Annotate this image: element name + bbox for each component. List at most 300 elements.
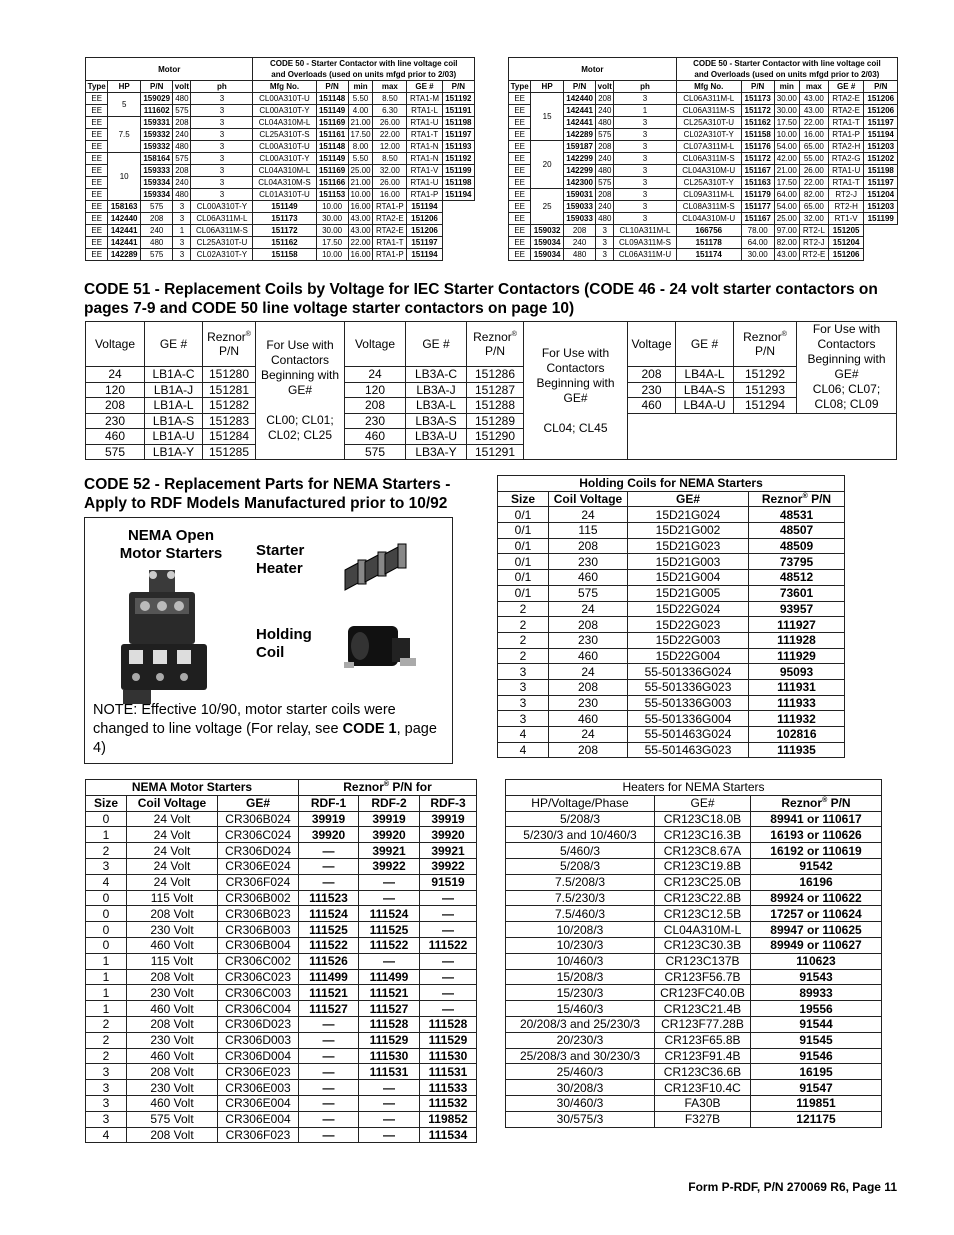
table-row bbox=[506, 1095, 882, 1111]
table-cell: CR306D004 bbox=[218, 1048, 299, 1064]
table-cell: 230 bbox=[549, 695, 628, 711]
table-row bbox=[506, 937, 882, 953]
table-cell: 151194 bbox=[407, 201, 442, 213]
table-cell: 30/460/3 bbox=[506, 1095, 655, 1111]
table-row bbox=[506, 1048, 882, 1064]
table-cell: CL00A310T-Y bbox=[191, 201, 253, 213]
table-cell: 24 Volt bbox=[127, 843, 218, 859]
table-cell: 575 bbox=[173, 105, 191, 117]
table-cell: — bbox=[420, 985, 477, 1001]
table-cell: F327B bbox=[655, 1111, 751, 1127]
table-cell: 208 Volt bbox=[127, 1016, 218, 1032]
table-cell: CR306D023 bbox=[218, 1016, 299, 1032]
col-header: P/N bbox=[563, 81, 595, 93]
table-cell: 3 bbox=[191, 165, 253, 177]
col-header: P/N bbox=[741, 81, 774, 93]
table-cell: 91542 bbox=[751, 858, 882, 874]
table-row bbox=[86, 1080, 477, 1096]
table-cell: 151206 bbox=[407, 213, 442, 225]
table-row bbox=[506, 1111, 882, 1127]
table-cell: 151198 bbox=[442, 117, 474, 129]
table-cell: 208 Volt bbox=[127, 1127, 218, 1143]
table-row bbox=[498, 742, 845, 758]
table-row bbox=[509, 117, 898, 129]
table-cell: 151149 bbox=[316, 105, 348, 117]
table-cell: CR306C024 bbox=[218, 827, 299, 843]
table-cell: 111524 bbox=[359, 906, 420, 922]
table-cell: 10/208/3 bbox=[506, 922, 655, 938]
table-cell: 43.00 bbox=[348, 213, 373, 225]
table-cell: RTA1-V bbox=[407, 165, 442, 177]
table-row bbox=[86, 953, 477, 969]
table-cell: 0 bbox=[86, 922, 127, 938]
col-header: Type bbox=[86, 81, 108, 93]
table-cell: 42.00 bbox=[774, 153, 799, 165]
table-cell: RT2-E bbox=[799, 249, 828, 261]
table-cell: 111928 bbox=[749, 632, 845, 648]
code50-header bbox=[676, 58, 897, 81]
table-cell: 151192 bbox=[442, 93, 474, 105]
page-footer: Form P-RDF, P/N 270069 R6, Page 11 bbox=[688, 1180, 897, 1194]
col-header-reznor: Reznor® P/N bbox=[734, 322, 797, 367]
table-row bbox=[86, 1032, 477, 1048]
table-cell: 151158 bbox=[253, 249, 316, 261]
table-cell: 208 bbox=[563, 225, 595, 237]
table-cell: 480 bbox=[173, 189, 191, 201]
table-row bbox=[506, 985, 882, 1001]
table-cell: CL06A311M-S bbox=[191, 225, 253, 237]
table-cell: 151158 bbox=[741, 129, 774, 141]
motor-header: Motor bbox=[86, 58, 253, 81]
table-cell: — bbox=[420, 922, 477, 938]
table-cell: 240 bbox=[596, 105, 614, 117]
table-row bbox=[86, 811, 477, 827]
table-cell: 159332 bbox=[140, 129, 173, 141]
table-cell: EE bbox=[86, 249, 108, 261]
table-cell: 15D21G002 bbox=[628, 523, 749, 539]
table-cell: CR306C004 bbox=[218, 1001, 299, 1017]
table-cell: RTA2-G bbox=[828, 153, 864, 165]
table-cell: 55-501463G023 bbox=[628, 742, 749, 758]
table-cell: CR306E004 bbox=[218, 1111, 299, 1127]
table-row bbox=[86, 969, 477, 985]
table-cell: CR123C36.6B bbox=[655, 1064, 751, 1080]
table-cell: 142299 bbox=[563, 165, 595, 177]
table-cell: 0 bbox=[86, 811, 127, 827]
table-row bbox=[86, 141, 475, 153]
table-cell: 1 bbox=[173, 225, 191, 237]
table-cell: 32.00 bbox=[373, 165, 407, 177]
table-cell: 2 bbox=[498, 617, 549, 633]
table-cell: 78.00 bbox=[741, 225, 774, 237]
table-cell: 151206 bbox=[864, 105, 898, 117]
col-header-ge: GE # bbox=[406, 322, 467, 367]
table-cell: CL04A310M-U bbox=[676, 213, 741, 225]
table-cell: 20/230/3 bbox=[506, 1032, 655, 1048]
table-cell: 111521 bbox=[359, 985, 420, 1001]
table-cell: 24 Volt bbox=[127, 827, 218, 843]
table-cell: 480 bbox=[173, 141, 191, 153]
table-cell: 230 Volt bbox=[127, 985, 218, 1001]
table-cell: 208 Volt bbox=[127, 969, 218, 985]
hp-cell: 5 bbox=[108, 93, 141, 117]
table-cell: 89941 or 110617 bbox=[751, 811, 882, 827]
table-cell: 151148 bbox=[316, 141, 348, 153]
table-cell: 208 bbox=[596, 93, 614, 105]
table-row bbox=[86, 189, 475, 201]
table-cell: CR123C21.4B bbox=[655, 1001, 751, 1017]
table-cell: 95093 bbox=[749, 664, 845, 680]
table-cell: 15D21G004 bbox=[628, 570, 749, 586]
table-cell: 111522 bbox=[420, 937, 477, 953]
table-row bbox=[86, 93, 475, 105]
table-cell: 65.00 bbox=[799, 201, 828, 213]
table-cell: 1 bbox=[86, 985, 127, 1001]
table-title-row bbox=[86, 780, 477, 796]
table-cell: 5/460/3 bbox=[506, 843, 655, 859]
table-cell: 151162 bbox=[253, 237, 316, 249]
table-cell: 22.00 bbox=[799, 177, 828, 189]
table-cell: 151206 bbox=[828, 249, 864, 261]
table-cell: 91543 bbox=[751, 969, 882, 985]
table-cell: 8.00 bbox=[348, 141, 373, 153]
table-cell: 4.00 bbox=[348, 105, 373, 117]
table-cell: 3 bbox=[614, 189, 677, 201]
table-cell: 91544 bbox=[751, 1016, 882, 1032]
table-cell: 240 bbox=[596, 153, 614, 165]
table-cell: 3 bbox=[173, 201, 191, 213]
table-cell: 158164 bbox=[140, 153, 173, 165]
table-cell: — bbox=[359, 1111, 420, 1127]
table-cell: 20/208/3 and 25/230/3 bbox=[506, 1016, 655, 1032]
table-cell: CL00A310T-U bbox=[253, 141, 316, 153]
table-cell: 24 Volt bbox=[127, 811, 218, 827]
table-cell: 3 bbox=[173, 237, 191, 249]
table-row bbox=[509, 177, 898, 189]
table-cell: 5/230/3 and 10/460/3 bbox=[506, 827, 655, 843]
table-cell: 3 bbox=[191, 117, 253, 129]
table-cell: 7.5/230/3 bbox=[506, 890, 655, 906]
table-cell: CL10A311M-L bbox=[614, 225, 677, 237]
table-cell: 2 bbox=[498, 632, 549, 648]
holding-coil-label: Holding Coil bbox=[256, 626, 312, 661]
table-cell: 3 bbox=[614, 213, 677, 225]
table-row bbox=[86, 906, 477, 922]
table-cell: EE bbox=[509, 237, 531, 249]
table-cell: RTA1-P bbox=[828, 129, 864, 141]
table-cell: 151193 bbox=[442, 141, 474, 153]
table-cell: 151192 bbox=[442, 153, 474, 165]
col-header: GE # bbox=[828, 81, 864, 93]
table-row bbox=[498, 570, 845, 586]
table-cell: 15D21G005 bbox=[628, 585, 749, 601]
table-cell: RTA1-T bbox=[828, 177, 864, 189]
heaters-table bbox=[505, 779, 882, 1128]
table-cell: — bbox=[420, 906, 477, 922]
table-cell: 17.50 bbox=[348, 129, 373, 141]
table-cell: 39919 bbox=[359, 811, 420, 827]
table-cell: 15/230/3 bbox=[506, 985, 655, 1001]
table-cell: 89949 or 110627 bbox=[751, 937, 882, 953]
hp-cell: 25 bbox=[531, 189, 563, 225]
code51-title-line2: pages 7-9 and CODE 50 line voltage starter contactors on page 10) bbox=[84, 300, 575, 317]
table-cell: 151203 bbox=[864, 201, 898, 213]
table-cell: RTA1-T bbox=[828, 117, 864, 129]
table-cell: 142289 bbox=[108, 249, 141, 261]
table-row bbox=[86, 937, 477, 953]
table-cell: 208 Volt bbox=[127, 1064, 218, 1080]
code51-table bbox=[85, 321, 897, 460]
table-cell: 3 bbox=[86, 1064, 127, 1080]
table-cell: CR123C8.67A bbox=[655, 843, 751, 859]
table-cell: 21.00 bbox=[348, 117, 373, 129]
table-cell: RTA2-E bbox=[828, 93, 864, 105]
table-cell: 26.00 bbox=[373, 177, 407, 189]
table-cell: 111530 bbox=[359, 1048, 420, 1064]
table-cell: 25/460/3 bbox=[506, 1064, 655, 1080]
table-cell: 3 bbox=[614, 165, 677, 177]
table-row bbox=[509, 213, 898, 225]
table-cell: CR123F77.28B bbox=[655, 1016, 751, 1032]
table-cell: 159033 bbox=[563, 213, 595, 225]
table-cell: CR123F56.7B bbox=[655, 969, 751, 985]
col-header: P/N bbox=[316, 81, 348, 93]
table-cell: 0 bbox=[86, 890, 127, 906]
table-row bbox=[506, 1001, 882, 1017]
table-cell: RTA1-U bbox=[407, 177, 442, 189]
table-cell: CR306C002 bbox=[218, 953, 299, 969]
table-cell: 159334 bbox=[140, 177, 173, 189]
table-cell: 3 bbox=[614, 201, 677, 213]
table-cell: 142441 bbox=[563, 117, 595, 129]
table-cell: CL09A311M-L bbox=[676, 189, 741, 201]
table-cell: 22.00 bbox=[348, 237, 373, 249]
table-row bbox=[509, 141, 898, 153]
table-cell: 4 bbox=[86, 874, 127, 890]
table-cell: 151206 bbox=[407, 225, 442, 237]
table-row bbox=[498, 507, 845, 523]
table-cell: 575 bbox=[596, 177, 614, 189]
group1-note: For Use with Contactors Beginning with GE# CL00; CL01; CL02; CL25 bbox=[256, 322, 345, 460]
table-cell: CL00A310T-U bbox=[253, 93, 316, 105]
col-header: HP bbox=[531, 81, 563, 93]
table-cell: 111531 bbox=[420, 1064, 477, 1080]
table-cell: — bbox=[420, 890, 477, 906]
table-cell: CR123F10.4C bbox=[655, 1080, 751, 1096]
table-cell: 151197 bbox=[864, 117, 898, 129]
table-row bbox=[506, 1080, 882, 1096]
table-cell: — bbox=[299, 1048, 359, 1064]
table-cell: RT2-H bbox=[828, 201, 864, 213]
table-cell: 111527 bbox=[299, 1001, 359, 1017]
table-cell: CR306D024 bbox=[218, 843, 299, 859]
col-header: volt bbox=[597, 82, 612, 91]
table-cell: 8.50 bbox=[373, 93, 407, 105]
table-cell: 43.00 bbox=[348, 225, 373, 237]
table-cell: 4 bbox=[498, 742, 549, 758]
table-cell: 10/230/3 bbox=[506, 937, 655, 953]
table-cell: CL25A310T-Y bbox=[676, 177, 741, 189]
table-cell: — bbox=[359, 1127, 420, 1143]
table-row: 208 LB1A-L 151282 208 LB3A-L 151288 460 LB4A-U 151294 bbox=[86, 398, 897, 414]
table-cell: 8.50 bbox=[373, 153, 407, 165]
hp-cell: 15 bbox=[531, 93, 563, 141]
column-header-row: HP/Voltage/Phase GE# Reznor® P/N bbox=[506, 795, 882, 811]
table-cell: EE bbox=[509, 213, 531, 225]
table-cell: 151173 bbox=[253, 213, 316, 225]
table-cell: 460 bbox=[549, 711, 628, 727]
table-cell: CR306B004 bbox=[218, 937, 299, 953]
table-cell: CL08A311M-S bbox=[676, 201, 741, 213]
table-cell: 110623 bbox=[751, 953, 882, 969]
table-cell: 89924 or 110622 bbox=[751, 890, 882, 906]
nema-parts-figure bbox=[84, 517, 453, 764]
table-row bbox=[506, 969, 882, 985]
table-cell: 30.00 bbox=[316, 213, 348, 225]
code51-title bbox=[84, 280, 914, 318]
table-cell: RTA1-N bbox=[407, 153, 442, 165]
table-cell: 15D22G023 bbox=[628, 617, 749, 633]
table-row bbox=[498, 585, 845, 601]
table-cell: — bbox=[359, 1095, 420, 1111]
table-cell: 111526 bbox=[299, 953, 359, 969]
table-cell: 25.00 bbox=[774, 213, 799, 225]
table-cell: 480 bbox=[596, 117, 614, 129]
table-cell: EE bbox=[509, 201, 531, 213]
table-cell: 151203 bbox=[864, 141, 898, 153]
table-cell: 21.00 bbox=[348, 177, 373, 189]
table-cell: 91547 bbox=[751, 1080, 882, 1096]
table-cell: CR306F023 bbox=[218, 1127, 299, 1143]
table-row bbox=[498, 523, 845, 539]
column-header-row bbox=[509, 81, 898, 93]
table-cell: 151167 bbox=[741, 165, 774, 177]
table-cell: EE bbox=[509, 225, 531, 237]
table-cell: 39922 bbox=[359, 858, 420, 874]
group3-note: For Use with Contactors Beginning with GE# CL06; CL07; CL08; CL09 bbox=[797, 322, 897, 414]
table-cell: 151197 bbox=[864, 177, 898, 189]
table-cell: EE bbox=[86, 189, 108, 201]
table-cell: 151179 bbox=[741, 189, 774, 201]
table-cell: 142300 bbox=[563, 177, 595, 189]
col-header: P/N bbox=[864, 81, 898, 93]
table-cell: 208 bbox=[140, 213, 173, 225]
table-cell: 111499 bbox=[359, 969, 420, 985]
table-row bbox=[86, 1016, 477, 1032]
table-cell: 575 bbox=[596, 129, 614, 141]
heaters-title: Heaters for NEMA Starters bbox=[506, 780, 882, 796]
table-cell: — bbox=[359, 1080, 420, 1096]
table-cell: RTA1-T bbox=[373, 237, 407, 249]
table-cell: 111929 bbox=[749, 648, 845, 664]
table-cell: 24 Volt bbox=[127, 858, 218, 874]
table-cell: 55-501336G023 bbox=[628, 679, 749, 695]
table-row bbox=[506, 811, 882, 827]
table-cell: EE bbox=[509, 93, 531, 105]
table-cell: 22.00 bbox=[799, 117, 828, 129]
table-cell: 30/208/3 bbox=[506, 1080, 655, 1096]
table-cell: 151167 bbox=[741, 213, 774, 225]
code50-header bbox=[253, 58, 475, 81]
table-cell: — bbox=[359, 874, 420, 890]
table-cell: RTA1-P bbox=[407, 189, 442, 201]
table-row bbox=[498, 538, 845, 554]
table-cell: CL25A310T-U bbox=[191, 237, 253, 249]
table-cell: 460 Volt bbox=[127, 1095, 218, 1111]
table-cell: 151172 bbox=[741, 153, 774, 165]
table-cell: 54.00 bbox=[774, 141, 799, 153]
table-cell: — bbox=[299, 874, 359, 890]
col-header: GE # bbox=[407, 81, 442, 93]
table-cell: 111523 bbox=[299, 890, 359, 906]
code50-left-table bbox=[85, 57, 475, 261]
table-cell: CL06A311M-U bbox=[614, 249, 677, 261]
table-cell: 111531 bbox=[359, 1064, 420, 1080]
table-cell: 151172 bbox=[253, 225, 316, 237]
table-cell: 3 bbox=[86, 1095, 127, 1111]
table-cell: CR123C137B bbox=[655, 953, 751, 969]
col-header: Mfg No. bbox=[253, 81, 316, 93]
table-cell: 151161 bbox=[316, 129, 348, 141]
table-cell: 151199 bbox=[442, 165, 474, 177]
table-row bbox=[498, 695, 845, 711]
table-cell: 91545 bbox=[751, 1032, 882, 1048]
table-row bbox=[86, 1111, 477, 1127]
hp-cell: 7.5 bbox=[108, 117, 141, 153]
holding-coil-icon bbox=[340, 618, 420, 678]
table-cell: 3 bbox=[191, 189, 253, 201]
table-cell: 111602 bbox=[140, 105, 173, 117]
motor-header: Motor bbox=[509, 58, 677, 81]
code50-right-table bbox=[508, 57, 898, 261]
table-cell: EE bbox=[509, 165, 531, 177]
table-row: 24 LB1A-C 151280 24 LB3A-C 151286 208 LB4A-L 151292 bbox=[86, 367, 897, 383]
table-cell: 208 bbox=[173, 117, 191, 129]
table-row bbox=[86, 858, 477, 874]
col-header: max bbox=[799, 81, 828, 93]
col-header: Type bbox=[509, 81, 531, 93]
table-cell: 151198 bbox=[442, 177, 474, 189]
code51-title-line1: CODE 51 - Replacement Coils by Voltage for IEC Starter Contactors (CODE 46 - 24 volt starter contactors on bbox=[84, 281, 878, 298]
table-row bbox=[506, 953, 882, 969]
nema-reznor-for: Reznor® P/N for bbox=[299, 780, 477, 796]
table-cell: 24 bbox=[549, 601, 628, 617]
table-cell: 111530 bbox=[420, 1048, 477, 1064]
table-cell: 3 bbox=[191, 177, 253, 189]
table-cell: EE bbox=[509, 189, 531, 201]
table-cell: 111522 bbox=[299, 937, 359, 953]
col-header-voltage: Voltage bbox=[345, 322, 406, 367]
table-cell: RTA2-E bbox=[828, 105, 864, 117]
table-cell: CL01A310T-U bbox=[253, 189, 316, 201]
table-cell: 1 bbox=[86, 1001, 127, 1017]
table-cell: RTA1-P bbox=[373, 201, 407, 213]
table-cell: 111499 bbox=[299, 969, 359, 985]
table-cell: 151169 bbox=[316, 165, 348, 177]
table-cell: 64.00 bbox=[741, 237, 774, 249]
table-cell: CL04A310M-L bbox=[655, 922, 751, 938]
table-cell: 7.5/208/3 bbox=[506, 874, 655, 890]
table-cell: CL04A310M-L bbox=[253, 165, 316, 177]
table-cell: 82.00 bbox=[799, 189, 828, 201]
table-cell: 111935 bbox=[749, 742, 845, 758]
table-cell: 480 bbox=[563, 249, 595, 261]
table-cell: CL06A311M-L bbox=[676, 93, 741, 105]
table-cell: 2 bbox=[86, 843, 127, 859]
table-cell: RTA1-N bbox=[407, 141, 442, 153]
table-row bbox=[506, 1016, 882, 1032]
table-cell: 208 bbox=[596, 141, 614, 153]
